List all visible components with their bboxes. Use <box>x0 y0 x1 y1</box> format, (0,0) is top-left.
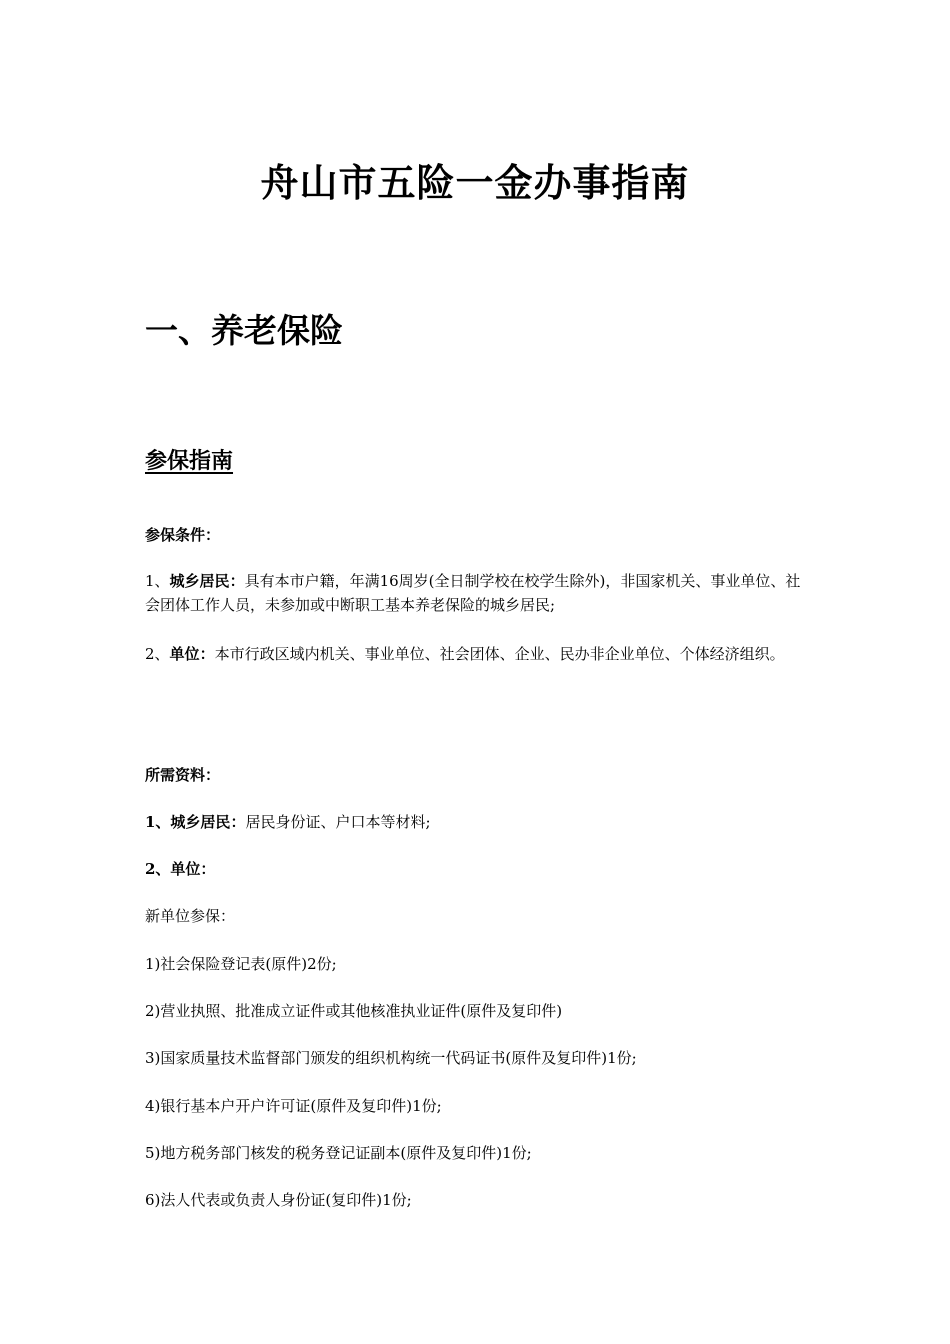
material-list-item: 3)国家质量技术监督部门颁发的组织机构统一代码证书(原件及复印件)1份; <box>145 1049 637 1067</box>
condition-term: 单位 <box>169 645 200 663</box>
conditions-label: 参保条件： <box>145 526 221 544</box>
new-unit-label: 新单位参保： <box>145 907 236 925</box>
resident-text: 居民身份证、户口本等材料; <box>245 813 431 831</box>
material-list-item: 6)法人代表或负责人身份证(复印件)1份; <box>145 1191 412 1209</box>
section-heading: 一、养老保险 <box>145 311 343 350</box>
condition-colon: ： <box>199 645 215 663</box>
subsection-heading: 参保指南 <box>145 448 234 474</box>
materials-unit <box>145 857 215 881</box>
condition-text: 本市行政区域内机关、事业单位、社会团体、企业、民办非企业单位、个体经济组织。 <box>214 645 785 663</box>
condition-item-2 <box>145 642 810 666</box>
material-list-item: 4)银行基本户开户许可证(原件及复印件)1份; <box>145 1097 442 1115</box>
materials-label: 所需资料： <box>145 766 221 784</box>
condition-colon: ： <box>229 572 245 590</box>
unit-term: 2、单位： <box>145 860 216 878</box>
material-list-item: 1)社会保险登记表(原件)2份; <box>145 955 337 973</box>
condition-term: 城乡居民 <box>169 572 230 590</box>
document-title: 舟山市五险一金办事指南 <box>260 160 690 205</box>
resident-term: 1、城乡居民： <box>145 813 246 831</box>
material-list-item: 5)地方税务部门核发的税务登记证副本(原件及复印件)1份; <box>145 1144 532 1162</box>
materials-resident <box>145 810 431 834</box>
condition-prefix: 2、 <box>145 645 170 663</box>
condition-item-1 <box>145 569 810 617</box>
condition-prefix: 1、 <box>145 572 170 590</box>
material-list-item: 2)营业执照、批准成立证件或其他核准执业证件(原件及复印件) <box>145 1002 563 1020</box>
condition-text: 具有本市户籍，年满16周岁(全日制学校在校学生除外)，非国家机关、事业单位、社会团体工作人员，未参加或中断职工基本养老保险的城乡居民; <box>145 572 801 614</box>
